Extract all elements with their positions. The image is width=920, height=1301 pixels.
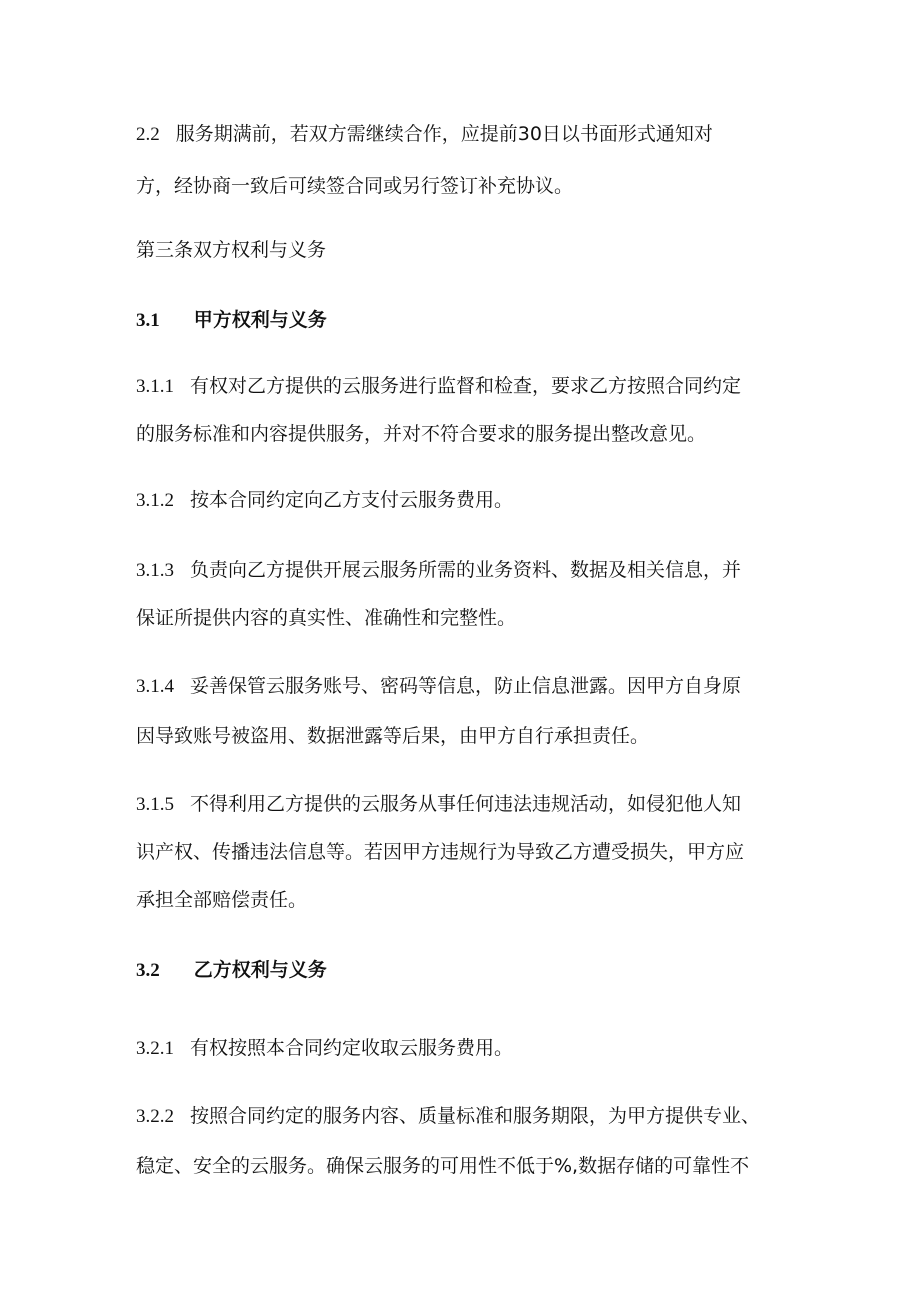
clause-3-2-2-line-1	[136, 1102, 760, 1131]
clause-2-2-line-2: 方，经协商一致后可续签合同或另行签订补充协议。	[136, 175, 574, 197]
clause-3-1-3-line-1	[136, 556, 741, 585]
section-title: 甲方权利与义务	[193, 309, 327, 331]
clause-3-1-5-line-2: 识产权、传播违法信息等。若因甲方违规行为导致乙方遭受损失，甲方应	[136, 841, 745, 863]
clause-3-2-2-line-2: 稳定、安全的云服务。确保云服务的可用性不低于%,数据存储的可靠性不	[136, 1155, 750, 1177]
section-number: 3.2	[136, 960, 160, 981]
clause-number: 2.2	[136, 124, 160, 145]
clause-3-2-1-line-1	[136, 1034, 513, 1063]
clause-text: 服务期满前，若双方需继续合作，应提前30日以书面形式通知对	[175, 123, 713, 145]
section-3-1-heading	[136, 306, 327, 335]
clause-number: 3.1.3	[136, 560, 174, 581]
section-3-2-heading	[136, 956, 327, 985]
clause-text: 有权按照本合同约定收取云服务费用。	[190, 1037, 514, 1059]
clause-number: 3.1.4	[136, 676, 174, 697]
clause-text: 妥善保管云服务账号、密码等信息，防止信息泄露。因甲方自身原	[190, 675, 742, 697]
clause-3-1-4-line-2: 因导致账号被盗用、数据泄露等后果，由甲方自行承担责任。	[136, 725, 650, 747]
clause-text: 按照合同约定的服务内容、质量标准和服务期限，为甲方提供专业、	[190, 1105, 761, 1127]
clause-3-1-4-line-1	[136, 672, 741, 701]
clause-2-2-line-1	[136, 120, 713, 149]
clause-number: 3.1.5	[136, 794, 174, 815]
clause-text: 不得利用乙方提供的云服务从事任何违法违规活动，如侵犯他人知	[190, 793, 742, 815]
clause-number: 3.2.1	[136, 1038, 174, 1059]
clause-number: 3.1.1	[136, 376, 174, 397]
clause-text: 有权对乙方提供的云服务进行监督和检查，要求乙方按照合同约定	[190, 375, 742, 397]
clause-3-1-3-line-2: 保证所提供内容的真实性、准确性和完整性。	[136, 607, 517, 629]
clause-number: 3.2.2	[136, 1106, 174, 1127]
section-title: 乙方权利与义务	[193, 959, 327, 981]
section-number: 3.1	[136, 310, 160, 331]
clause-3-1-1-line-2: 的服务标准和内容提供服务，并对不符合要求的服务提出整改意见。	[136, 423, 707, 445]
clause-3-1-5-line-1	[136, 790, 741, 819]
clause-3-1-5-line-3: 承担全部赔偿责任。	[136, 889, 308, 911]
clause-text: 负责向乙方提供开展云服务所需的业务资料、数据及相关信息，并	[190, 559, 742, 581]
clause-3-1-1-line-1	[136, 372, 741, 401]
clause-text: 按本合同约定向乙方支付云服务费用。	[190, 489, 514, 511]
clause-3-1-2-line-1	[136, 486, 513, 515]
article-3-title: 第三条双方权利与义务	[136, 239, 327, 261]
clause-number: 3.1.2	[136, 490, 174, 511]
